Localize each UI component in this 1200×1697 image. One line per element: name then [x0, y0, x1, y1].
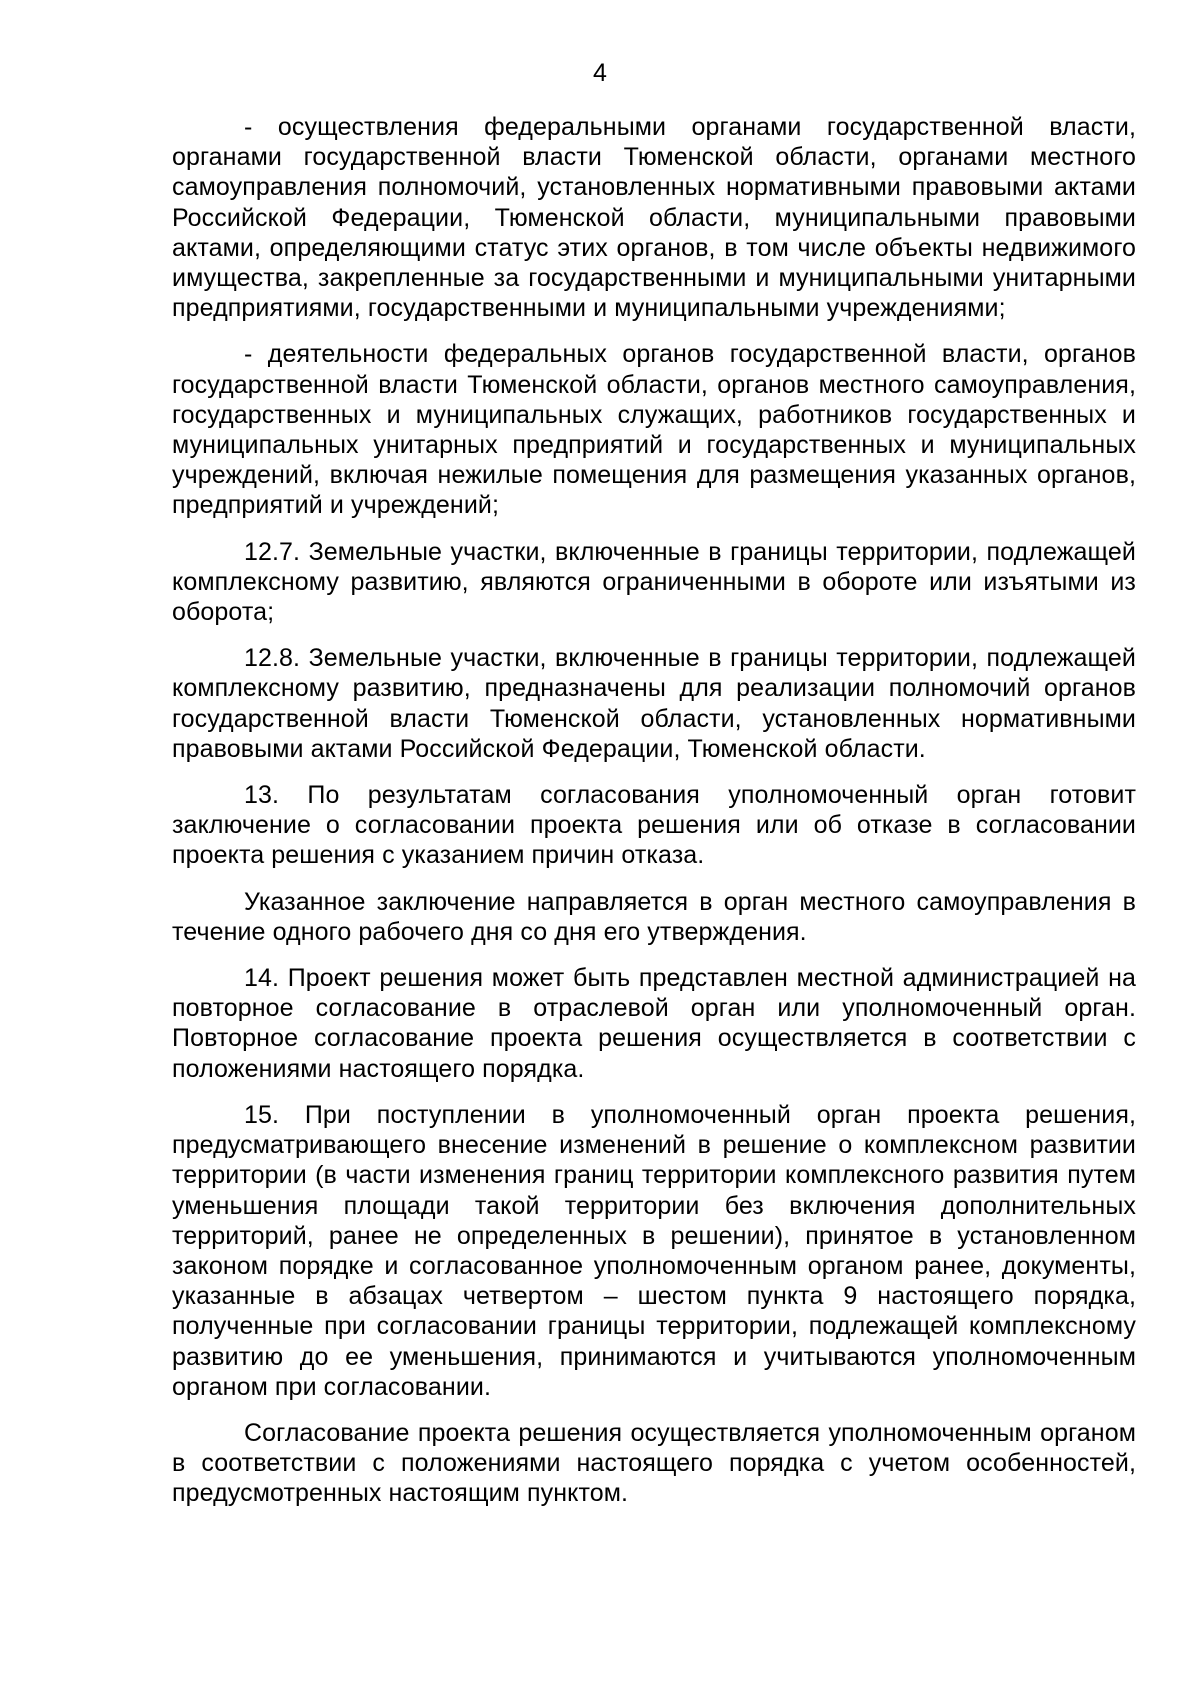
paragraph-13: 13. По результатам согласования уполномоченный орган готовит заключение о согласовании проекта решения или об отказе в согласовании проекта решения с указанием причин отказа.	[172, 781, 1136, 870]
page-number: 4	[593, 59, 607, 87]
paragraph-15: 15. При поступлении в уполномоченный орган проекта решения, предусматривающего внесение изменений в решение о комплексном развитии территории (в части изменения границ территории комплексного развития путем уменьшения площади такой территории без включения дополнительных территорий, ранее не определенных в решении), принятое в установленном законом порядке и согласованное уполномоченным органом ранее, документы, указанные в абзацах четвертом – шестом пункта 9 настоящего порядка, полученные при согласовании границы территории, подлежащей комплексному развитию до ее уменьшения, принимаются и учитываются уполномоченным органом при согласовании.	[172, 1100, 1136, 1401]
paragraph-12-7: 12.7. Земельные участки, включенные в границы территории, подлежащей комплексному развитию, являются ограниченными в обороте или изъятыми из оборота;	[172, 537, 1136, 627]
document-body	[172, 112, 1136, 1509]
paragraph-15-approval: Согласование проекта решения осуществляется уполномоченным органом в соответствии с положениями настоящего порядка с учетом особенностей, предусмотренных настоящим пунктом.	[172, 1418, 1136, 1508]
paragraph-objects-for-authorities: - осуществления федеральными органами государственной власти, органами государственной власти Тюменской области, органами местного самоуправления полномочий, установленных нормативными правовыми актами Российской Федерации, Тюменской области, муниципальными правовыми актами, определяющими статус этих органов, в том числе объекты недвижимого имущества, закрепленные за государственными и муниципальными унитарными предприятиями, государственными и муниципальными учреждениями;	[172, 113, 1136, 323]
paragraph-12-8: 12.8. Земельные участки, включенные в границы территории, подлежащей комплексному развитию, предназначены для реализации полномочий органов государственной власти Тюменской области, установленных нормативными правовыми актами Российской Федерации, Тюменской области.	[172, 644, 1136, 763]
paragraph-14: 14. Проект решения может быть представлен местной администрацией на повторное согласование в отраслевой орган или уполномоченный орган. Повторное согласование проекта решения осуществляется в соответствии с положениями настоящего порядка.	[172, 964, 1136, 1083]
paragraph-13-conclusion-sent: Указанное заключение направляется в орган местного самоуправления в течение одного рабочего дня со дня его утверждения.	[172, 887, 1136, 946]
paragraph-activity-of-authorities: - деятельности федеральных органов государственной власти, органов государственной власти Тюменской области, органов местного самоуправления, государственных и муниципальных служащих, работников государственных и муниципальных унитарных предприятий и государственных и муниципальных учреждений, включая нежилые помещения для размещения указанных органов, предприятий и учреждений;	[172, 340, 1136, 520]
